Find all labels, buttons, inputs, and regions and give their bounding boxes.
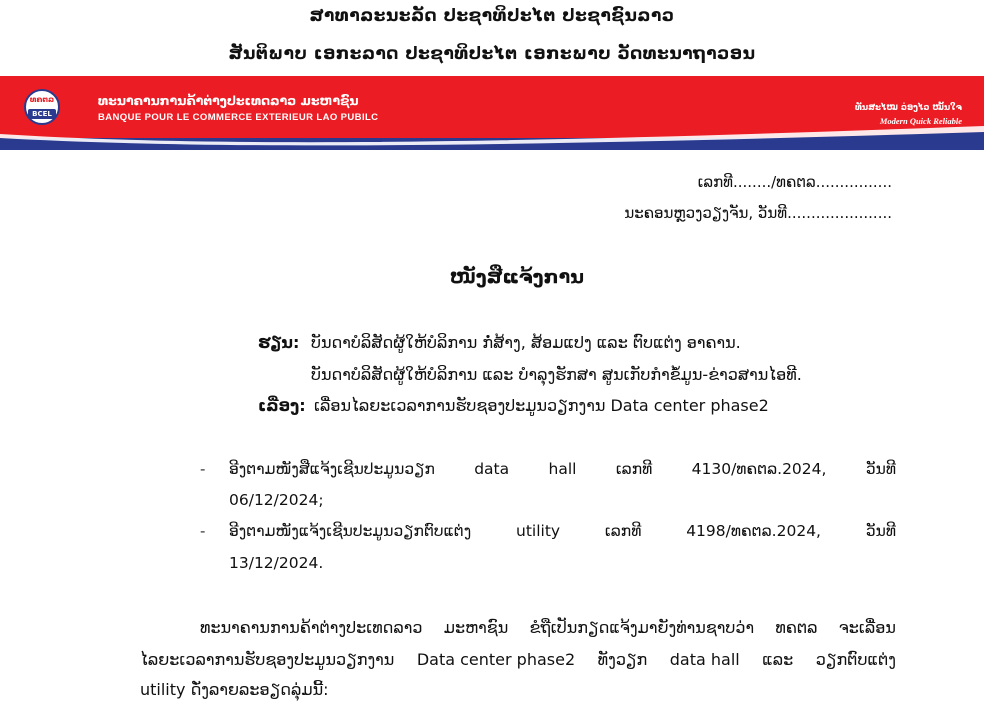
body-word: ຂໍຖືເປັນກຽດແຈ້ງມາຍັງທ່ານຊາບວ່າ (529, 618, 755, 637)
body-word: Data center phase2 (416, 650, 576, 669)
reference-1-dash: - (200, 460, 206, 478)
state-motto-line-2: ສັນຕິພາບ ເອກະລາດ ປະຊາທິປະໄຕ ເອກະພາບ ວັດທະນາຖາວອນ (228, 44, 756, 64)
body-word: data hall (669, 650, 740, 669)
body-line-2 (140, 650, 896, 669)
body-word: ວຽກຕົບແຕ່ງ (815, 650, 896, 669)
reference-2-word: ອີງຕາມໜັງແຈ້ງເຊີນປະມູນວຽກຕົບແຕ່ງ (229, 522, 472, 540)
recipient-line-1: ບັນດາບໍລິສັດຜູ້ໃຫ້ບໍລິການ ກໍ່ສ້າງ, ສ້ອມແປງ ແລະ ຕົບແຕ່ງ ອາຄານ. (311, 333, 741, 352)
reference-1-continuation: 06/12/2024; (229, 491, 324, 509)
body-word: ທັງວຽກ (597, 650, 648, 669)
subject-text: ເລື່ອນໄລຍະເວລາການຮັບຊອງປະມູນວຽກງານ Data center phase2 (314, 396, 769, 415)
reference-2-word: 4198/ທຄຕລ.2024, (686, 522, 821, 540)
reference-1-word: 4130/ທຄຕລ.2024, (691, 460, 827, 478)
reference-1-word: hall (548, 460, 577, 478)
reference-2-word: utility (516, 522, 561, 540)
bcel-logo (24, 89, 60, 125)
body-word: ຈະເລື່ອນ (838, 618, 896, 637)
reference-2-word: ວັນທີ (865, 522, 896, 540)
reference-2-continuation: 13/12/2024. (229, 554, 324, 572)
reference-2-line (229, 522, 896, 540)
body-line-1 (200, 618, 896, 637)
subject-label: ເລື່ອງ: (258, 396, 306, 415)
reference-1-line (229, 460, 896, 478)
document-number: ເລກທີ......../ທຄຕລ................ (697, 173, 892, 191)
body-word: ແລະ (762, 650, 794, 669)
reference-1-word: ວັນທີ (865, 460, 896, 478)
slogan-english: Modern Quick Reliable (879, 116, 962, 126)
slogan-lao: ທັນສະໄໝ ວ່ອງໄວ ໝັ້ນໃຈ (854, 103, 962, 113)
state-motto-line-1: ສາທາລະນະລັດ ປະຊາທິປະໄຕ ປະຊາຊົນລາວ (309, 6, 675, 26)
body-word: ມະຫາຊົນ (443, 618, 509, 637)
bcel-logo-lao: ທຄຕລ (29, 95, 55, 104)
bank-name-lao: ທະນາຄານການຄ້າຕ່າງປະເທດລາວ ມະຫາຊົນ (98, 93, 359, 108)
body-line-3: utility ດັ່ງລາຍລະອຽດລຸ່ມນີ້: (140, 680, 329, 699)
body-word: ທຄຕລ (775, 618, 818, 637)
reference-1-word: ອີງຕາມໜັງສືແຈ້ງເຊີນປະມູນວຽກ (229, 460, 435, 478)
recipient-line-2: ບັນດາບໍລິສັດຜູ້ໃຫ້ບໍລິການ ແລະ ບໍາລຸງຮັກສາ ສູນເກັບກໍາຂໍ້ມູນ-ຂ່າວສານໄອທີ. (311, 365, 802, 384)
reference-2-dash: - (200, 522, 206, 540)
reference-1-word: data (474, 460, 510, 478)
bank-letterhead-banner (0, 76, 984, 150)
bcel-logo-text: BCEL (28, 109, 56, 119)
document-title: ໜັງສືແຈ້ງການ (449, 266, 585, 288)
recipients-label: ຮຽນ: (258, 333, 300, 352)
reference-1-word: ເລກທີ (615, 460, 653, 478)
body-word: ທະນາຄານການຄ້າຕ່າງປະເທດລາວ (200, 618, 423, 637)
body-word: ໄລຍະເວລາການຮັບຊອງປະມູນວຽກງານ (140, 650, 395, 669)
bank-name-french: BANQUE POUR LE COMMERCE EXTERIEUR LAO PUBILC (98, 112, 379, 123)
reference-2-word: ເລກທີ (604, 522, 642, 540)
place-and-date: ນະຄອນຫຼວງວຽງຈັນ, ວັນທີ...................... (624, 204, 892, 222)
